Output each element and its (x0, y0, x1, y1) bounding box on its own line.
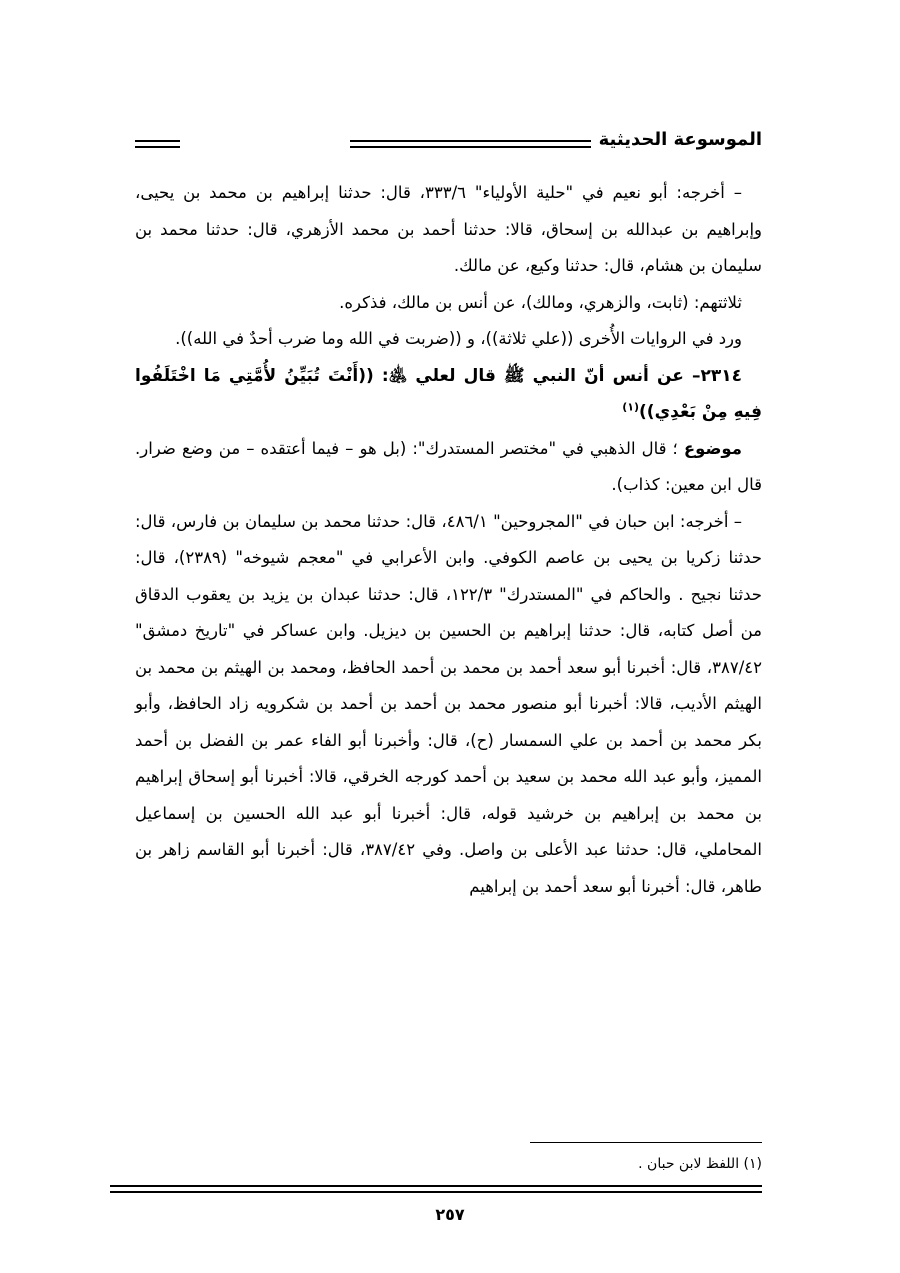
footnote-ref: (١) (622, 400, 640, 414)
footnote-divider (530, 1142, 762, 1143)
book-title: الموسوعة الحديثية (591, 129, 762, 150)
main-text (135, 175, 762, 905)
paragraph-ruling (135, 431, 762, 504)
header-rule-left (135, 140, 180, 148)
hadith-text: عن أنس أنّ النبي ﷺ قال لعلي ﵁: ((أَنْتَ تُبَيِّنُ لأُمَّتِي مَا اخْتَلَفُوا فِيهِ مِنْ بَعْدِي)) (135, 365, 762, 422)
footnote: (١) اللفظ لابن حبان . (638, 1156, 762, 1172)
paragraph-summary: ثلاثتهم: (ثابت، والزهري، ومالك)، عن أنس بن مالك، فذكره. (339, 292, 742, 312)
ruling-label: موضوع (683, 438, 742, 458)
hadith-number: ٢٣١٤– (683, 365, 743, 386)
ruling-text: ؛ قال الذهبي في "مختصر المستدرك": (بل هو – فيما أعتقده – من وضع ضرار. قال ابن معين: كذاب). (135, 438, 762, 494)
hadith-2314 (135, 358, 762, 431)
paragraph-takhrij-2: – أخرجه: ابن حبان في "المجروحين" ٤٨٦/١، قال: حدثنا محمد بن سليمان بن فارس، قال: حدثنا زكريا بن يحيى بن عاصم الكوفي. وابن الأعرابي في "معجم شيوخه" (٢٣٨٩)، قال: حدثنا نجيح . والحاكم في "المستدرك" ١٢٢/٣، قال: حدثنا عبدان بن يزيد بن يعقوب الدقاق من أصل كتابه، قال: حدثنا إبراهيم بن الحسين بن ديزيل. وابن عساكر في "تاريخ دمشق" ٣٨٧/٤٢، قال: أخبرنا أبو سعد أحمد بن محمد بن أحمد الحافظ، ومحمد بن الهيثم بن محمد بن الهيثم الأديب، قالا: أخبرنا أبو منصور محمد بن أحمد بن أحمد بن شكرويه زاد الحافظ، وأبو بكر محمد بن أحمد بن علي السمسار (ح)، قال: وأخبرنا أبو الفاء عمر بن الفضل بن أحمد المميز، وأبو عبد الله محمد بن سعيد بن أحمد كورجه الخرقي، قالا: أخبرنا أبو إسحاق إبراهيم بن محمد بن إبراهيم بن خرشيد قوله، قال: أخبرنا أبو عبد الله الحسين بن إسماعيل المحاملي، قال: حدثنا عبد الأعلى بن واصل. وفي ٣٨٧/٤٢، قال: أخبرنا أبو القاسم زاهر بن طاهر، قال: أخبرنا أبو سعد أحمد بن إبراهيم (135, 511, 762, 896)
running-header (135, 125, 762, 165)
paragraph-variants: ورد في الروايات الأُخرى ((علي ثلاثة))، و ((ضربت في الله وما ضرب أحدٌ في الله)). (175, 329, 742, 348)
paragraph-takhrij-1: – أخرجه: أبو نعيم في "حلية الأولياء" ٣٣٣/٦، قال: حدثنا إبراهيم بن محمد بن يحيى، وإبراهيم بن عبدالله بن إسحاق، قالا: حدثنا أحمد بن محمد الأزهري، قال: حدثنا محمد بن سليمان بن هشام، قال: حدثنا وكيع، عن مالك. (135, 183, 762, 275)
footer-rule (110, 1185, 762, 1193)
page-number: ٢٥٧ (435, 1205, 465, 1224)
